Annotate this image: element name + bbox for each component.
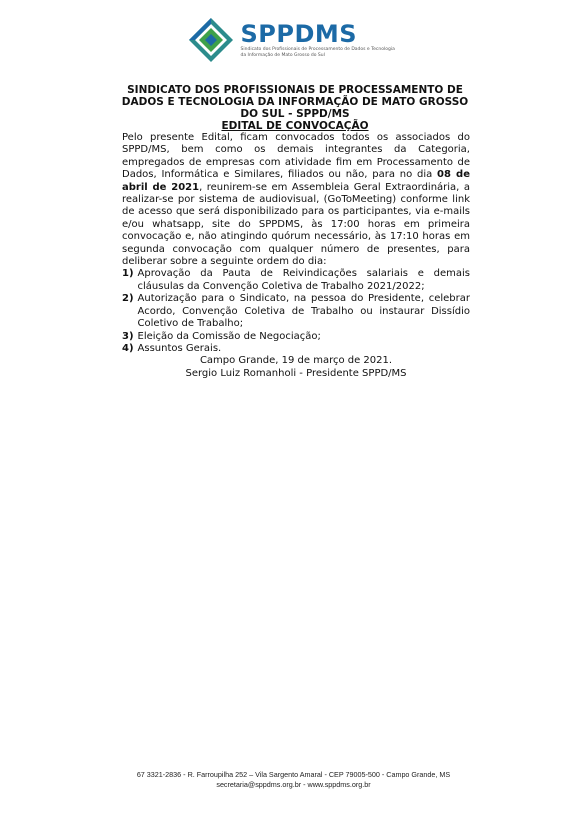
logo-subtitle: Sindicato dos Profissionais de Processamento de Dados e Tecnologia da Informação de Mato Grosso do Sul xyxy=(240,47,395,58)
agenda-item-text: Eleição da Comissão de Negociação; xyxy=(137,330,321,342)
edital-body xyxy=(122,132,470,380)
agenda-item-text: Aprovação da Pauta de Reivindicações salariais e demais cláusulas da Convenção Coletiva de Trabalho 2021/2022; xyxy=(137,268,470,292)
footer xyxy=(0,770,587,790)
agenda-item-number: 3) xyxy=(122,330,134,342)
sppdms-logo xyxy=(187,16,401,64)
agenda-item-number: 1) xyxy=(122,268,134,280)
agenda-item-text: Assuntos Gerais. xyxy=(137,342,222,354)
footer-contact: secretaria@sppdms.org.br - www.sppdms.org.br xyxy=(216,780,371,789)
footer-address: 67 3321-2836 - R. Farroupilha 252 – Vila Sargento Amaral - CEP 79005-500 - Campo Grande, MS xyxy=(136,770,451,779)
agenda-item xyxy=(122,343,470,355)
agenda-item-text: Autorização para o Sindicato, na pessoa do Presidente, celebrar Acordo, Convenção Coletiva de Trabalho ou instaurar Dissídio Coletivo de Trabalho; xyxy=(137,293,470,330)
agenda-item xyxy=(122,293,470,330)
convocation-paragraph xyxy=(122,132,470,268)
signature-line: Sergio Luiz Romanholi - Presidente SPPD/MS xyxy=(185,367,407,379)
agenda-item-number: 4) xyxy=(122,342,134,354)
agenda-item-number: 2) xyxy=(122,293,134,305)
logo-brand: SPPDMS xyxy=(240,20,358,48)
letterhead xyxy=(0,16,587,64)
paragraph-text-start: Pelo presente Edital, ficam convocados todos os associados do SPPD/MS, bem como os demais integrantes da Categoria, empregados de empresas com atividade fim em Processamento de Dados, Informática e Similares, filiados ou não, para no dia xyxy=(122,132,470,181)
document-subtitle: EDITAL DE CONVOCAÇÃO xyxy=(221,120,369,132)
place-date: Campo Grande, 19 de março de 2021. xyxy=(199,355,393,367)
agenda-item xyxy=(122,331,470,343)
meeting-date: 08 de abril de 2021 xyxy=(122,169,470,193)
sppdms-logo-icon xyxy=(187,16,235,64)
agenda-item xyxy=(122,268,470,293)
document-title: SINDICATO DOS PROFISSIONAIS DE PROCESSAMENTO DE DADOS E TECNOLOGIA DA INFORMAÇÃO DE MATO GROSSO DO SUL - SPPD/MS xyxy=(121,84,469,120)
paragraph-text-end: , reunirem-se em Assembleia Geral Extraordinária, a realizar-se por sistema de audiovisual, (GoToMeeting) conforme link de acesso que será disponibilizado para os participantes, via e-mails e/ou whatsapp, site do SPPDMS, às 17:00 horas em primeira convocação e, não atingindo quórum necessário, às 17:10 horas em segunda convocação com qualquer número de presentes, para deliberar sobre a seguinte ordem do dia: xyxy=(122,181,470,268)
